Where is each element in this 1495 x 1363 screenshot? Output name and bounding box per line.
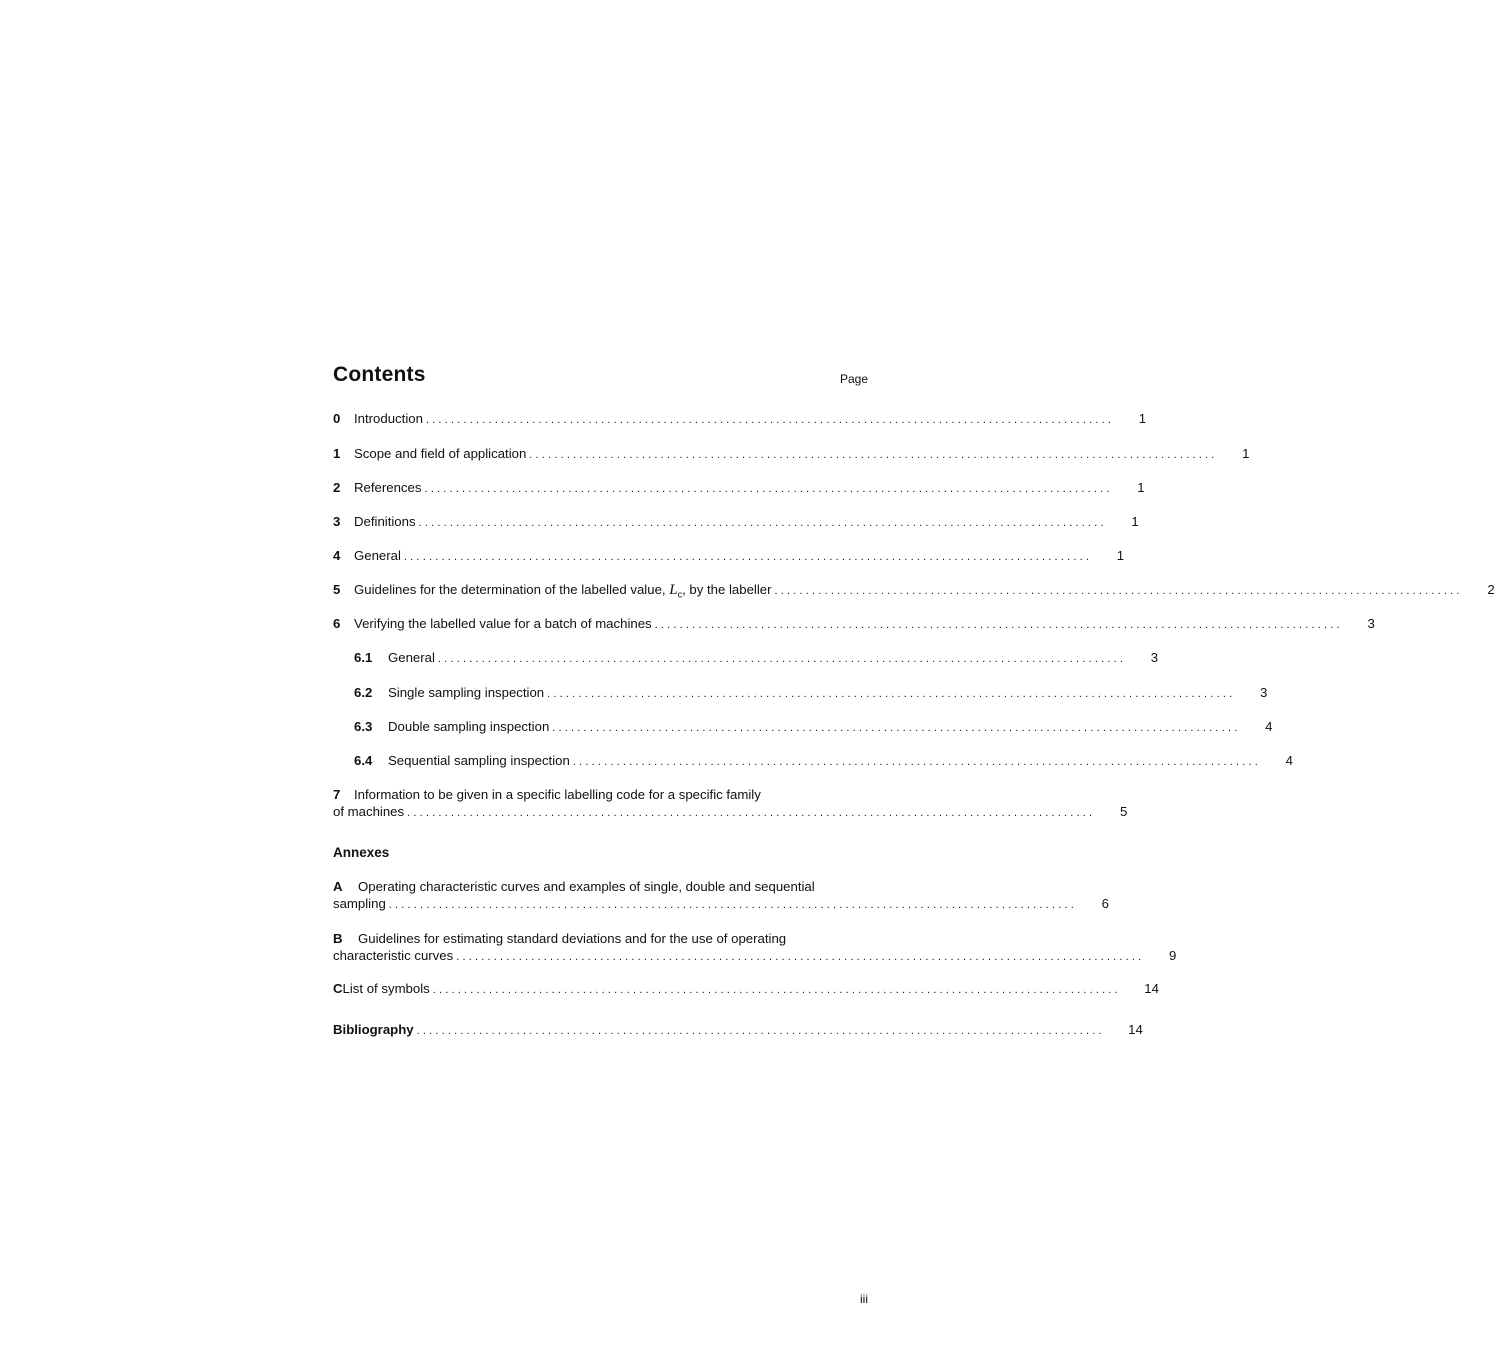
- entry-number: 3: [333, 514, 341, 529]
- entry-number: 2: [333, 480, 341, 495]
- entry-number: 6.3: [354, 719, 373, 734]
- toc-entry-6-3[interactable]: [354, 718, 1273, 737]
- toc-entry-6-2[interactable]: [354, 684, 1268, 703]
- entry-label: General: [388, 650, 435, 665]
- annex-letter: B: [333, 931, 343, 946]
- toc-entry-6-4[interactable]: [354, 752, 1293, 771]
- entry-page: 1: [1138, 411, 1147, 426]
- dot-leader: ..............................................................................................................: [529, 449, 1218, 461]
- entry-label: Double sampling inspection: [388, 719, 550, 734]
- page-title: Contents: [333, 363, 426, 386]
- entry-number: 7: [333, 787, 341, 802]
- dot-leader: ..............................................................................................................: [552, 722, 1241, 734]
- annex-letter: C: [333, 981, 343, 996]
- toc-entry-6-1[interactable]: [354, 649, 1159, 668]
- entry-page: 1: [1116, 548, 1125, 563]
- annex-page: 14: [1144, 981, 1159, 996]
- entry-label-line1: Information to be given in a specific labelling code for a specific family: [354, 787, 761, 802]
- toc-entry-2[interactable]: [333, 479, 1145, 498]
- annex-label-line2: characteristic curves: [333, 948, 454, 963]
- entry-number: 6.1: [354, 650, 373, 665]
- entry-label: Definitions: [354, 514, 416, 529]
- toc-entry-3[interactable]: [333, 513, 1139, 532]
- entry-page: 4: [1265, 719, 1273, 734]
- entry-page: 3: [1150, 650, 1159, 665]
- entry-number: 6.2: [354, 685, 373, 700]
- labelled-value-symbol: L: [669, 582, 678, 598]
- page-column-label: Page: [839, 372, 868, 386]
- entry-number: 6.4: [354, 753, 373, 768]
- entry-page: 1: [1131, 514, 1139, 529]
- entry-page: 3: [1260, 685, 1268, 700]
- dot-leader: ..............................................................................................................: [432, 984, 1121, 996]
- entry-number: 5: [333, 582, 341, 597]
- entry-label-text-end: , by the labeller: [682, 582, 772, 597]
- dot-leader: ..............................................................................................................: [424, 483, 1113, 495]
- dot-leader: ..............................................................................................................: [388, 899, 1077, 911]
- entry-label: References: [354, 480, 422, 495]
- entry-label: Introduction: [354, 411, 423, 426]
- entry-page: 4: [1285, 753, 1293, 768]
- entry-label: Verifying the labelled value for a batch of machines: [354, 616, 652, 631]
- entry-label: Scope and field of application: [354, 446, 527, 461]
- entry-label-text: Guidelines for the determination of the labelled value,: [354, 582, 670, 597]
- entry-label: Sequential sampling inspection: [388, 753, 570, 768]
- annex-label-line2: sampling: [333, 896, 386, 911]
- dot-leader: ..............................................................................................................: [418, 517, 1107, 529]
- annex-letter: A: [333, 879, 343, 894]
- toc-entry-6[interactable]: [333, 615, 1375, 634]
- dot-leader: ..............................................................................................................: [572, 756, 1261, 768]
- dot-leader: ..............................................................................................................: [425, 414, 1115, 426]
- toc-entry-5[interactable]: [333, 581, 1495, 604]
- toc-bibliography[interactable]: [333, 1021, 1143, 1040]
- entry-page: 5: [1119, 804, 1128, 819]
- annex-page: 6: [1101, 896, 1109, 911]
- entry-number: 1: [333, 446, 341, 461]
- entry-label: [354, 581, 772, 604]
- toc-annex-b[interactable]: [333, 930, 1177, 966]
- annex-label-line1: Guidelines for estimating standard deviations and for the use of operating: [358, 931, 787, 946]
- entry-label: Single sampling inspection: [388, 685, 545, 700]
- dot-leader: ..............................................................................................................: [437, 653, 1127, 665]
- entry-number: 6: [333, 616, 341, 631]
- entry-label-line2: of machines: [333, 804, 405, 819]
- toc-entry-0[interactable]: [333, 410, 1147, 429]
- annex-label-line1: Operating characteristic curves and examples of single, double and sequential: [358, 879, 815, 894]
- entry-label: General: [354, 548, 401, 563]
- footer-page-number: iii: [860, 1292, 868, 1306]
- dot-leader: ..............................................................................................................: [774, 585, 1463, 597]
- dot-leader: ..............................................................................................................: [416, 1025, 1105, 1037]
- bibliography-label: Bibliography: [333, 1022, 414, 1037]
- labelled-value-subscript: c: [677, 589, 683, 600]
- dot-leader: ..............................................................................................................: [654, 619, 1343, 631]
- toc-entry-7[interactable]: [333, 786, 1128, 822]
- entry-number: 4: [333, 548, 341, 563]
- dot-leader: ..............................................................................................................: [456, 951, 1145, 963]
- entry-page: 2: [1487, 582, 1495, 597]
- toc-annex-a[interactable]: [333, 878, 1109, 914]
- entry-page: 1: [1137, 480, 1145, 495]
- toc-entry-4[interactable]: [333, 547, 1125, 566]
- entry-page: 1: [1242, 446, 1250, 461]
- entry-number: 0: [333, 411, 341, 426]
- toc-entry-1[interactable]: [333, 445, 1250, 464]
- dot-leader: ..............................................................................................................: [403, 551, 1093, 563]
- dot-leader: ..............................................................................................................: [547, 688, 1236, 700]
- bibliography-page: 14: [1128, 1022, 1143, 1037]
- annex-page: 9: [1169, 948, 1177, 963]
- dot-leader: ..............................................................................................................: [407, 807, 1096, 819]
- toc-annex-c[interactable]: [333, 980, 1159, 999]
- annexes-heading: Annexes: [333, 845, 390, 860]
- annex-label: List of symbols: [342, 981, 430, 996]
- entry-page: 3: [1367, 616, 1375, 631]
